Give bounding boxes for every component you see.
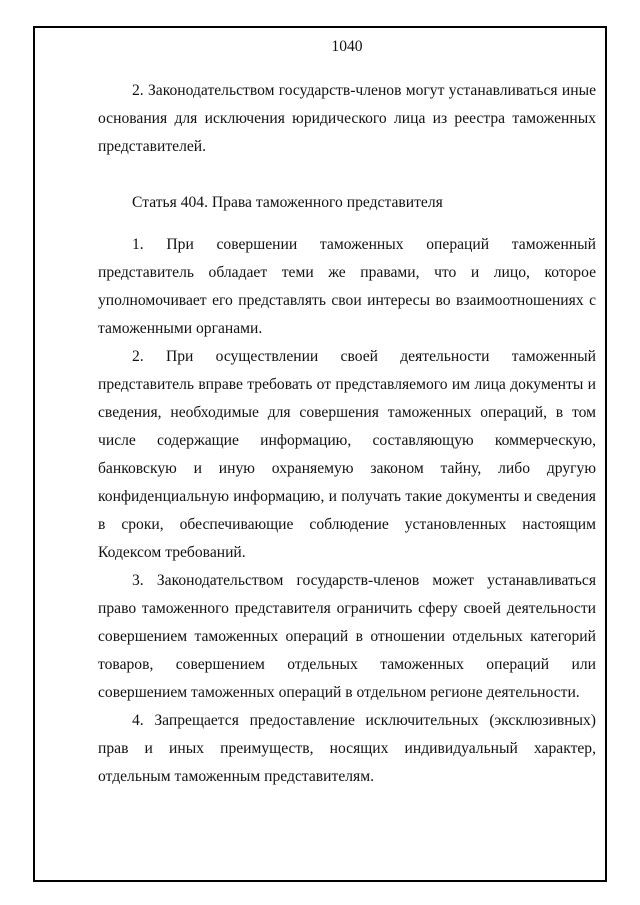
page-content xyxy=(98,37,596,791)
article-paragraph-1: 1. При совершении таможенных операций таможенный представитель обладает теми же правами, что и лицо, которое уполномочивает его представлять свои интересы во взаимоотношениях с таможенными органами. xyxy=(98,236,596,337)
page-number: 1040 xyxy=(331,38,363,55)
article-paragraph-2: 2. При осуществлении своей деятельности таможенный представитель вправе требовать от представляемого им лица документы и сведения, необходимые для совершения таможенных операций, в том числе содержащие информацию, составляющую коммерческую, банковскую и иную охраняемую законом тайну, либо другую конфиденциальную информацию, и получать такие документы и сведения в сроки, обеспечивающие соблюдение установленных настоящим Кодексом требований. xyxy=(98,348,596,561)
article-heading: Статья 404. Права таможенного представителя xyxy=(132,194,443,211)
article-paragraph-4: 4. Запрещается предоставление исключительных (эксклюзивных) прав и иных преимуществ, носящих индивидуальный характер, отдельным таможенным представителям. xyxy=(98,712,596,785)
intro-paragraph: 2. Законодательством государств-членов могут устанавливаться иные основания для исключения юридического лица из реестра таможенных представителей. xyxy=(98,82,596,155)
article-paragraph-3: 3. Законодательством государств-членов может устанавливаться право таможенного представителя ограничить сферу своей деятельности совершением таможенных операций в отношении отдельных категорий товаров, совершением отдельных таможенных операций или совершением таможенных операций в отдельном регионе деятельности. xyxy=(98,572,596,701)
